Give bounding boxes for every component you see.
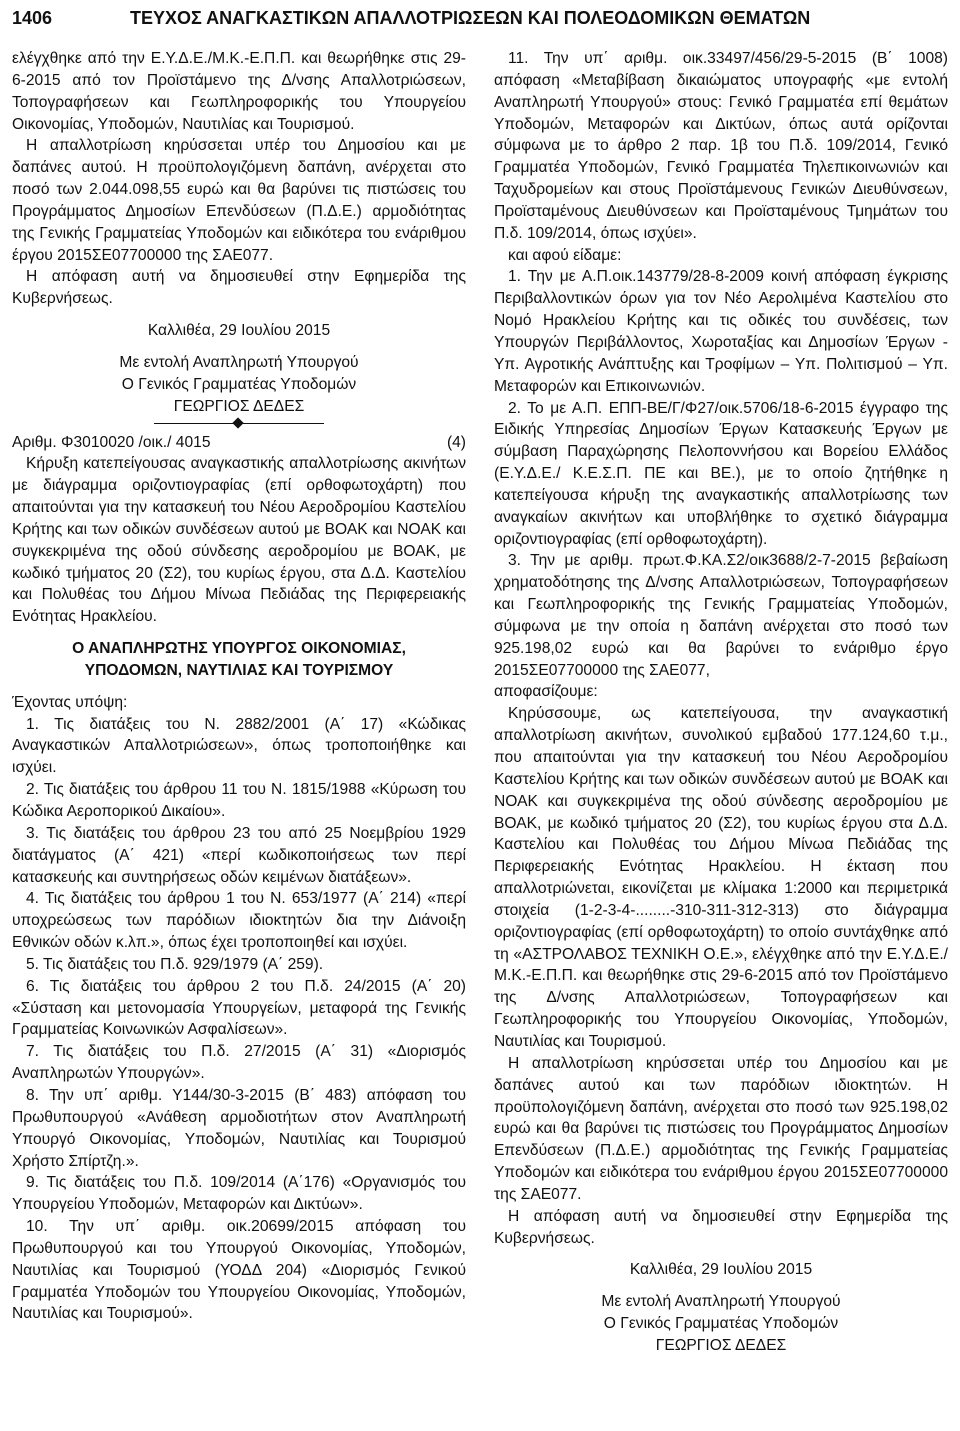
list-item: 5. Τις διατάξεις του Π.δ. 929/1979 (Α΄ 259). bbox=[26, 955, 324, 973]
decision-sequence: (4) bbox=[446, 433, 466, 451]
paragraph: Η απόφαση αυτή να δημοσιευθεί στην Εφημερίδα της Κυβερνήσεως. bbox=[494, 1207, 948, 1247]
page-header bbox=[12, 4, 948, 34]
paragraph: Η απόφαση αυτή να δημοσιευθεί στην Εφημερίδα της Κυβερνήσεως. bbox=[12, 268, 466, 308]
list-item: 8. Την υπ΄ αριθμ. Υ144/30-3-2015 (Β΄ 483) απόφαση του Πρωθυπουργού «Ανάθεση αρμοδιοτήτων στον Αναπληρωτή Υπουργό Οικονομίας, Υποδομών, Ναυτιλίας και Τουρισμού Χρήστο Σπίρτζη.». bbox=[12, 1086, 466, 1170]
list-item: 4. Τις διατάξεις του άρθρου 1 του Ν. 653/1977 (Α΄ 214) «περί υποχρεώσεως των παρόδιων ιδιοκτητών δια την Διάνοιξη Εθνικών οδών κ.λπ.», όπως έχει τροποποιηθεί και ισχύει. bbox=[12, 890, 466, 952]
signature-order: Με εντολή Αναπληρωτή Υπουργού bbox=[601, 1293, 841, 1311]
list-item: 9. Τις διατάξεις του Π.δ. 109/2014 (Α΄176) «Οργανισμός του Υπουργείου Υποδομών, Μεταφορών και Δικτύων». bbox=[12, 1174, 466, 1214]
list-item: 3. Την με αριθμ. πρωτ.Φ.ΚΑ.Σ2/οικ3688/2-7-2015 βεβαίωση χρηματοδότησης της Δ/νσης Απαλλοτριώσεων, Τοπογραφήσεων και Γεωπληροφορικής της Γενικής Γραμματείας Υποδομών, σύμφωνα με την οποία η δαπάνη ανέρχεται στο ποσό των 925.198,02 ευρώ και θα βαρύνει το ενάριθμο έργο 2015ΣΕ07700000 της ΣΑΕ077, bbox=[494, 552, 948, 679]
decision-number-line bbox=[12, 432, 466, 454]
signature-name: ΓΕΩΡΓΙΟΣ ΔΕΔΕΣ bbox=[655, 1336, 787, 1354]
signature-place-date: Καλλιθέα, 29 Ιουλίου 2015 bbox=[629, 1261, 813, 1279]
page-number: 1406 bbox=[12, 8, 53, 28]
list-item: 3. Τις διατάξεις του άρθρου 23 του από 25 Νοεμβρίου 1929 διατάγματος (Α΄ 421) «περί κωδικοποιήσεως των περί κατασκευής και συντηρήσεως οδών κειμένων διατάξεων». bbox=[12, 824, 466, 886]
list-item: 2. Τις διατάξεις του άρθρου 11 του Ν. 1815/1988 «Κύρωση του Κώδικα Αεροπορικού Δικαίου». bbox=[12, 781, 466, 820]
list-item: 1. Τις διατάξεις του Ν. 2882/2001 (Α΄ 17) «Κώδικας Αναγκαστικών Απαλλοτριώσεων», όπως τροποποιήθηκε και ισχύει. bbox=[12, 715, 466, 777]
list-item: 1. Την με Α.Π.οικ.143779/28-8-2009 κοινή απόφαση έγκρισης Περιβαλλοντικών όρων για τον Νέο Αερολιμένα Καστελίου στο Νομό Ηρακλείου Κρήτης και τις οδικές του συνδέσεις, των Υπουργών Περιβάλλοντος, Χωροταξίας και Δημοσίων Έργων - Υπ. Αγροτικής Ανάπτυξης και Τροφίμων – Υπ. Πολιτισμού – Υπ. Μεταφορών και Επικοινωνιών. bbox=[494, 268, 948, 395]
paragraph: Η απαλλοτρίωση κηρύσσεται υπέρ του Δημοσίου και με δαπάνες αυτού. Η προϋπολογιζόμενη δαπάνη, ανέρχεται στο ποσό των 2.044.098,55 ευρώ και θα βαρύνει τις πιστώσεις του Προγράμματος Δημοσίων Επενδύσεων (Π.Δ.Ε.) αρμοδιότητας της Γενικής Γραμματείας Υποδομών και ειδικότερα του ενάριθμου έργου 2015ΣΕ07700000 της ΣΑΕ077. bbox=[12, 137, 466, 264]
section-divider bbox=[154, 418, 324, 430]
paragraph: Η απαλλοτρίωση κηρύσσεται υπέρ του Δημοσίου και με δαπάνες αυτού και των παρόδιων ιδιοκτητών. Η προϋπολογιζόμενη δαπάνη, ανέρχεται στο ποσό των 925.198,02 ευρώ και θα βαρύνει τις πιστώσεις του Προγράμματος Δημοσίων Επενδύσεων (Π.Δ.Ε.) αρμοδιότητας της Γενικής Γραμματείας Υποδομών και ειδικότερα του ενάριθμου έργου 2015ΣΕ07700000 της ΣΑΕ077. bbox=[494, 1054, 948, 1203]
we-decide-heading: αποφασίζουμε: bbox=[494, 683, 598, 701]
left-column bbox=[12, 48, 466, 1325]
having-seen-heading: και αφού είδαμε: bbox=[508, 246, 622, 264]
paragraph: Κηρύσσουμε, ως κατεπείγουσα, την αναγκαστική απαλλοτρίωση ακινήτων, συνολικού εμβαδού 177.124,60 τ.μ., που απαιτούνται για την κατασκευή του Νέου Αεροδρομίου Καστελίου Κρήτης και των οδικών συνδέσεων αυτού με ΒΟΑΚ και ΝΟΑΚ και συγκεκριμένα της οδού σύνδεσης αεροδρομίου με ΒΟΑΚ, με κωδικό τμήματος 20 (Σ2), του κυρίως έργου στα Δ.Δ. Καστελίου και Πολυθέας του Δήμου Μίνωα Πεδιάδας της Περιφερειακής Ενότητας Ηρακλείου. Η έκταση που απαλλοτριώνεται, εικονίζεται με κλίμακα 1:2000 και περιμετρικά στοιχεία (1-2-3-4-........-310-311-312-313) στο διάγραμμα οριζοντιογραφίας (επί ορθοφωτοχάρτη) το οποίο συντάχθηκε από τη «ΑΣΤΡΟΛΑΒΟΣ ΤΕΧΝΙΚΗ Ο.Ε.», ελέγχθηκε από την Ε.Υ.Δ.Ε./Μ.Κ.-Ε.Π.Π. και θεωρήθηκε στις 29-6-2015 από τον Προϊστάμενο της Δ/νσης Απαλλοτριώσεων, Τοπογραφήσεων και Γεωπληροφορικής του Υπουργείου Οικονομίας, Υποδομών, Ναυτιλίας και Τουρισμού. bbox=[494, 705, 948, 1050]
list-item: 11. Την υπ΄ αριθμ. οικ.33497/456/29-5-2015 (Β΄ 1008) απόφαση «Μεταβίβαση δικαιώματος υπογραφής «με εντολή Αναπληρωτή Υπουργού» στους: Γενικό Γραμματέα επί θεμάτων Υποδομών, Μεταφορών και Δικτύων, όπως αυτά ορίζονται σύμφωνα με το άρθρο 2 παρ. 1β του Π.δ. 109/2014, Γενικό Γραμματέα Υποδομών, Γενικό Γραμματέα Τηλεπικοινωνιών και Ταχυδρομείων και στους Προϊστάμενους Γενικών Διευθύνσεων, Προϊσταμένους Διευθύνσεων και Προϊσταμένους Τμημάτων του Π.δ. 109/2014, όπως ισχύει». bbox=[494, 50, 948, 242]
list-item: 2. Το με Α.Π. ΕΠΠ-ΒΕ/Γ/Φ27/οικ.5706/18-6-2015 έγγραφο της Ειδικής Υπηρεσίας Δημοσίων Έργων Κατασκευής Έργων με σύμβαση Παραχώρησης Πελοποννήσου και Βορείου Ελλάδος (Ε.Υ.Δ.Ε./ Κ.Ε.Σ.Π. ΠΕ και ΒΕ.), με το οποίο ζητήθηκε η κατεπείγουσα κήρυξη της αναγκαστικής απαλλοτρίωσης των αναγκαίων ακινήτων και υποβλήθηκε το σχετικό διάγραμμα οριζοντιογραφίας (επί ορθοφωτοχάρτη). bbox=[494, 399, 948, 548]
right-column bbox=[494, 48, 948, 1357]
minister-heading: ΥΠΟΔΟΜΩΝ, ΝΑΥΤΙΛΙΑΣ ΚΑΙ ΤΟΥΡΙΣΜΟΥ bbox=[84, 661, 394, 679]
having-regard-heading: Έχοντας υπόψη: bbox=[12, 693, 128, 711]
signature-name: ΓΕΩΡΓΙΟΣ ΔΕΔΕΣ bbox=[173, 397, 305, 415]
gazette-title: ΤΕΥΧΟΣ ΑΝΑΓΚΑΣΤΙΚΩΝ ΑΠΑΛΛΟΤΡΙΩΣΕΩΝ ΚΑΙ ΠΟΛΕΟΔΟΜΙΚΩΝ ΘΕΜΑΤΩΝ bbox=[130, 8, 811, 28]
decision-number: Αριθμ. Φ3010020 /οικ./ 4015 bbox=[12, 433, 211, 451]
paragraph: ελέγχθηκε από την Ε.Υ.Δ.Ε./Μ.Κ.-Ε.Π.Π. και θεωρήθηκε στις 29-6-2015 από τον Προϊστάμενο της Δ/νσης Απαλλοτριώσεων, Τοπογραφήσεων και Γεωπληροφορικής του Υπουργείου Οικονομίας, Υποδομών, Ναυτιλίας και Τουρισμού. bbox=[12, 50, 466, 133]
list-item: 10. Την υπ΄ αριθμ. οικ.20699/2015 απόφαση του Πρωθυπουργού και του Υπουργού Οικονομίας, Υποδομών, Ναυτιλίας και Τουρισμού (ΥΟΔΔ 204) «Διορισμός Γενικού Γραμματέα Υποδομών του Υπουργείου Οικονομίας, Υποδομών, Ναυτιλίας και Τουρισμού». bbox=[12, 1218, 466, 1323]
list-item: 6. Τις διατάξεις του άρθρου 2 του Π.δ. 24/2015 (Α΄ 20) «Σύσταση και μετονομασία Υπουργείων, μεταφορά της Γενικής Γραμματείας Κοινωνικών Ασφαλίσεων». bbox=[12, 977, 466, 1039]
signature-place-date: Καλλιθέα, 29 Ιουλίου 2015 bbox=[147, 322, 331, 340]
decision-subject: Κήρυξη κατεπείγουσας αναγκαστικής απαλλοτρίωσης ακινήτων με διάγραμμα οριζοντιογραφίας (επί ορθοφωτοχάρτη) που απαιτούνται για την κατασκευή του Νέου Αεροδρομίου Καστελίου Κρήτης και των οδικών συνδέσεων αυτού με ΒΟΑΚ και ΝΟΑΚ και συγκεκριμένα της οδού σύνδεσης αεροδρομίου με ΒΟΑΚ, με κωδικό τμήματος 20 (Σ2), του κυρίως έργου, στα Δ.Δ. Καστελίου και Πολυθέας του Δήμου Μίνωα Πεδιάδας της Περιφερειακής Ενότητας Ηρακλείου. bbox=[12, 455, 466, 626]
signature-role: Ο Γενικός Γραμματέας Υποδομών bbox=[603, 1315, 839, 1333]
signature-order: Με εντολή Αναπληρωτή Υπουργού bbox=[119, 353, 359, 371]
diamond-ornament-icon bbox=[232, 417, 243, 428]
signature-role: Ο Γενικός Γραμματέας Υποδομών bbox=[121, 375, 357, 393]
minister-heading: Ο ΑΝΑΠΛΗΡΩΤΗΣ ΥΠΟΥΡΓΟΣ ΟΙΚΟΝΟΜΙΑΣ, bbox=[72, 640, 406, 658]
list-item: 7. Τις διατάξεις του Π.δ. 27/2015 (Α΄ 31) «Διορισμός Αναπληρωτών Υπουργών». bbox=[12, 1043, 466, 1083]
